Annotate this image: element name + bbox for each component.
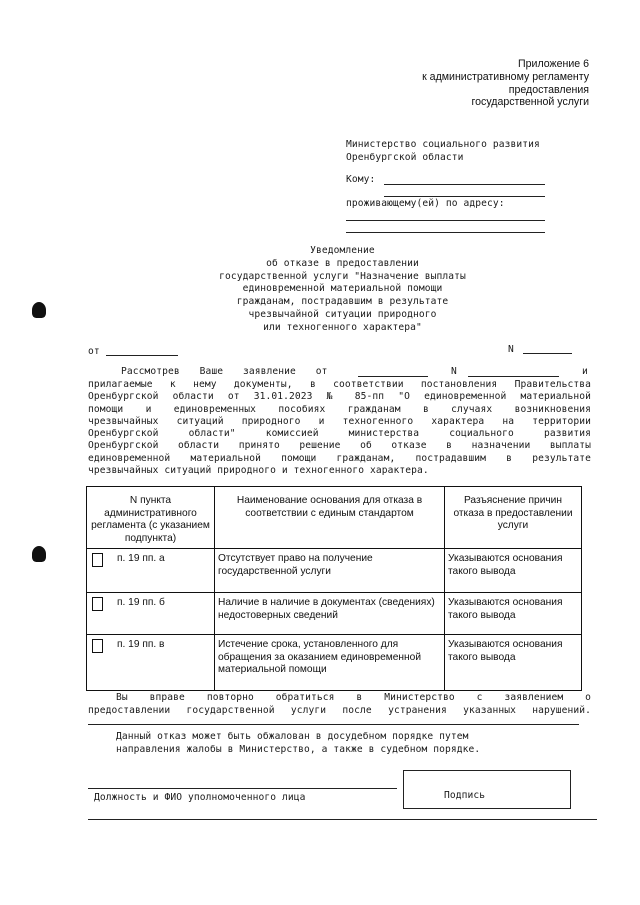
- appendix-header: [422, 58, 589, 109]
- position-field-line: [88, 788, 397, 789]
- position-label: Должность и ФИО уполномоченного лица: [94, 792, 306, 803]
- bottom-line: [88, 819, 597, 820]
- clause-cell: [87, 549, 215, 593]
- notice-line: Вы вправе повторно обратиться в Министерство с заявлением о: [116, 692, 591, 703]
- checkbox[interactable]: [92, 597, 103, 611]
- table-row: [87, 635, 582, 691]
- para-start: Рассмотрев Ваше заявление от: [121, 366, 328, 377]
- app-date-field-line: [358, 376, 428, 377]
- appeal-notice: [116, 730, 480, 756]
- clause-text: п. 19 пп. б: [117, 597, 165, 608]
- app-number-field-line: [468, 376, 559, 377]
- explanation-cell: Указываются основания такого вывода: [445, 635, 582, 691]
- appendix-line: государственной услуги: [471, 96, 589, 109]
- clause-text: п. 19 пп. в: [117, 639, 165, 650]
- body-line: Оренбургской области принято решение об отказе в назначении выплаты: [88, 440, 591, 452]
- signature-box[interactable]: [403, 770, 571, 809]
- para-and: и: [582, 366, 588, 377]
- punch-hole-mark: [32, 302, 46, 318]
- address-label: проживающему(ей) по адресу:: [346, 198, 505, 209]
- body-line: помощи и единовременных пособиях гражданам в случаях возникновения: [88, 403, 591, 415]
- header-reason: Наименование основания для отказа в соответствии с единым стандартом: [215, 487, 445, 549]
- reason-cell: Наличие в наличие в документах (сведениях) недостоверных сведений: [215, 593, 445, 635]
- punch-hole-mark: [32, 546, 46, 562]
- table-row: [87, 549, 582, 593]
- clause-cell: [87, 635, 215, 691]
- title-line: Уведомление: [310, 245, 375, 256]
- signature-label: Подпись: [444, 790, 486, 801]
- body-line: Оренбургской области от 31.01.2023 № 85-пп "О единовременной материальной: [88, 391, 591, 403]
- header-explanation: Разъяснение причин отказа в предоставлении услуги: [445, 487, 582, 549]
- title-line: государственной услуги "Назначение выплаты: [219, 270, 466, 282]
- number-label: N: [508, 344, 514, 355]
- date-field-line: [106, 355, 178, 356]
- ministry-block: [346, 138, 540, 164]
- title-line: чрезвычайной ситуации природного: [248, 308, 437, 320]
- to-field-line: [384, 184, 545, 185]
- date-from-label: от: [88, 346, 100, 357]
- title-line: об отказе в предоставлении: [266, 257, 419, 269]
- notice-line: предоставлении государственной услуги после устранения указанных нарушений.: [88, 704, 591, 716]
- clause-cell: [87, 593, 215, 635]
- body-line: чрезвычайных ситуаций природного и техногенного характера.: [88, 465, 429, 477]
- notice-line: Данный отказ может быть обжалован в досудебном порядке путем: [116, 731, 469, 742]
- reapply-notice: [88, 692, 591, 717]
- checkbox[interactable]: [92, 639, 103, 653]
- table-header-row: [87, 487, 582, 549]
- explanation-cell: Указываются основания такого вывода: [445, 549, 582, 593]
- body-line: Оренбургской области" комиссией министерства социального развития: [88, 428, 591, 440]
- appendix-line: предоставления: [508, 83, 589, 96]
- to-label: Кому:: [346, 174, 376, 185]
- address-field-line: [346, 220, 545, 221]
- clause-text: п. 19 пп. а: [117, 553, 165, 564]
- reason-cell: Отсутствует право на получение государственной услуги: [215, 549, 445, 593]
- body-line: чрезвычайных ситуаций природного и техногенного характера на территории: [88, 415, 591, 427]
- header-clause: N пункта административного регламента (с указанием подпункта): [87, 487, 215, 549]
- explanation-cell: Указываются основания такого вывода: [445, 593, 582, 635]
- body-line: прилагаемые к нему документы, в соответствии постановления Правительства: [88, 379, 591, 390]
- notice-line: направления жалобы в Министерство, а также в судебном порядке.: [116, 744, 481, 755]
- refusal-grounds-table: [86, 486, 582, 691]
- table-row: [87, 593, 582, 635]
- title-line: единовременной материальной помощи: [242, 283, 443, 295]
- notice-title: [200, 245, 485, 335]
- body-paragraph: [88, 379, 591, 477]
- appendix-line: Приложение 6: [518, 58, 589, 70]
- title-line: гражданам, пострадавшим в результате: [236, 296, 449, 308]
- para-num-label: N: [451, 366, 457, 377]
- body-line: единовременной материальной помощи гражданам, пострадавшим в результате: [88, 452, 591, 464]
- title-line: или техногенного характера": [263, 321, 422, 333]
- checkbox[interactable]: [92, 553, 103, 567]
- ministry-region: Оренбургской области: [346, 152, 464, 163]
- reason-cell: Истечение срока, установленного для обращения за оказанием единовременной материальной помощи: [215, 635, 445, 691]
- ministry-name: Министерство социального развития: [346, 139, 540, 150]
- appendix-line: к административному регламенту: [422, 70, 589, 83]
- address-field-line: [346, 232, 545, 233]
- separator-line: [88, 724, 579, 725]
- to-field-line: [384, 196, 545, 197]
- number-field-line: [523, 353, 572, 354]
